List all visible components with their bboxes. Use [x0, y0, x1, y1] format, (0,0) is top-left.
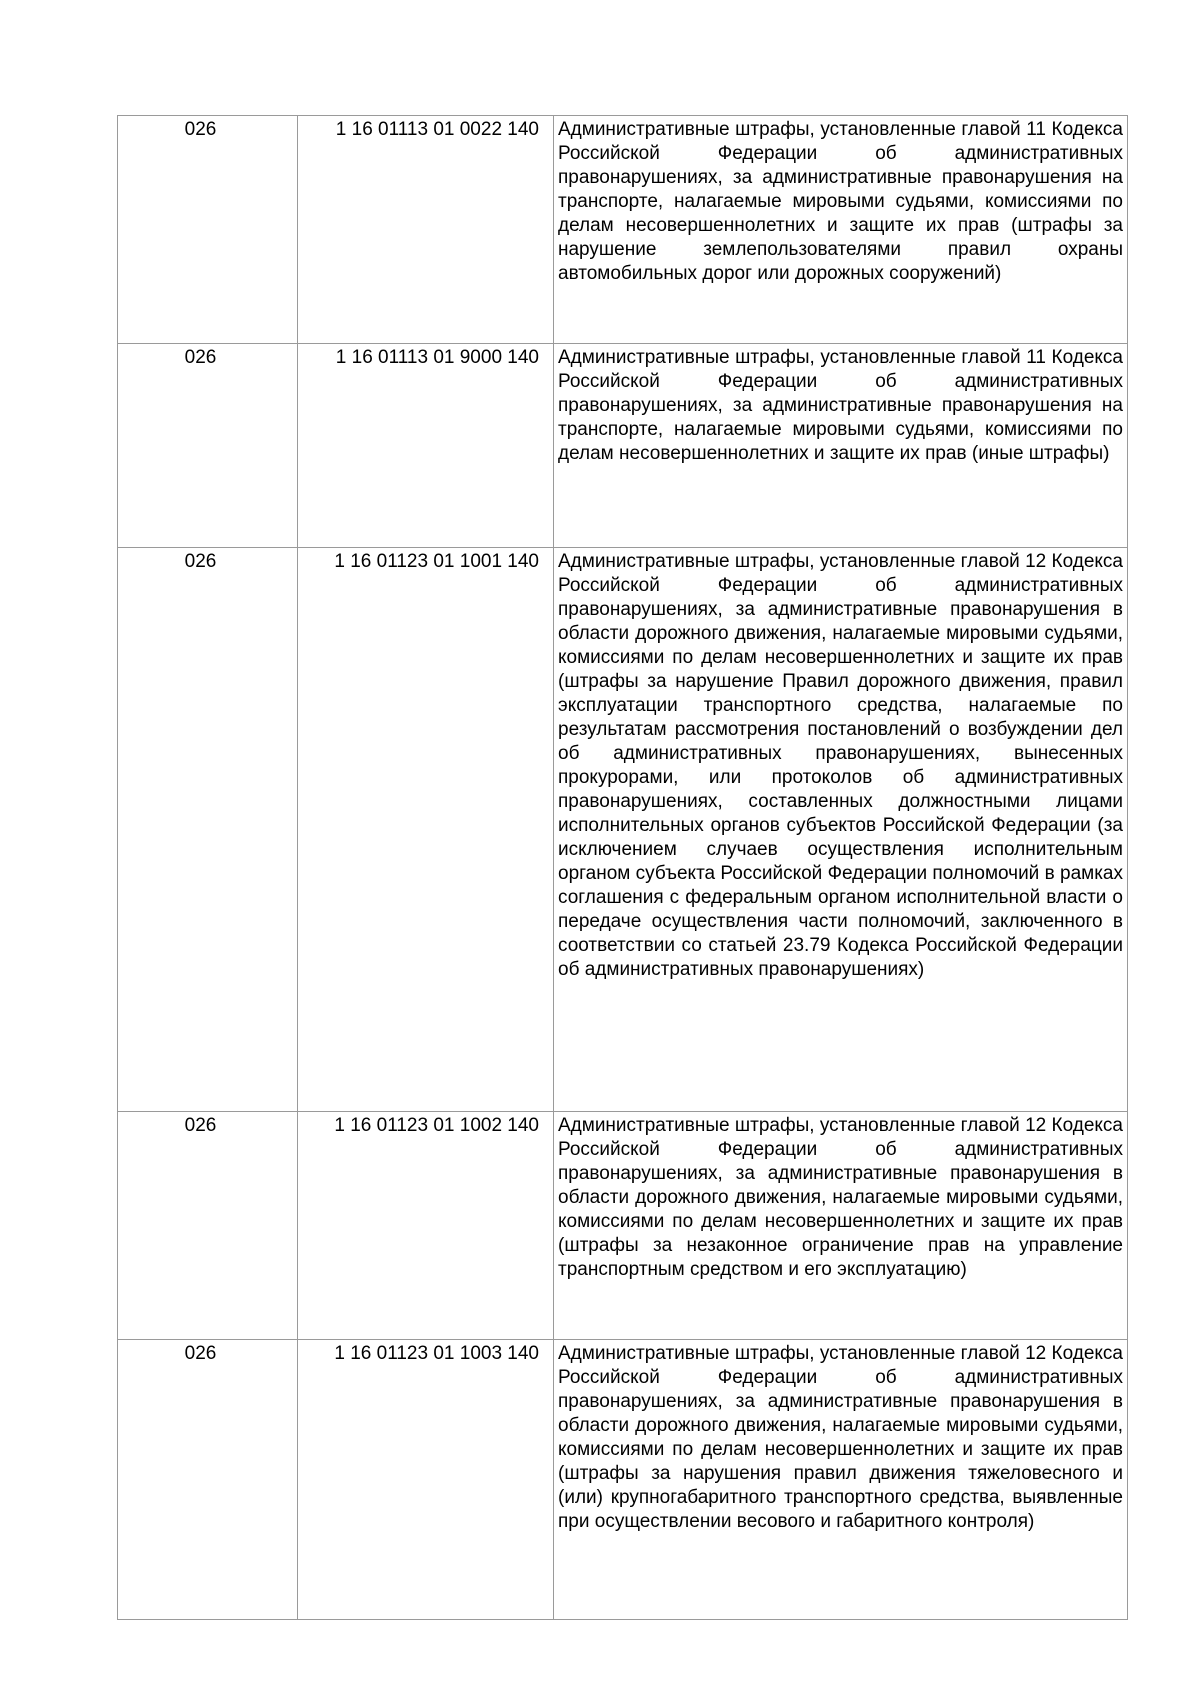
admin-code-cell: 026: [118, 116, 298, 344]
table-row: [118, 344, 1128, 548]
description-cell: Административные штрафы, установленные главой 12 Кодекса Российской Федерации об административных правонарушениях, за административные правонарушения в области дорожного движения, налагаемые мировыми судьями, комиссиями по делам несовершеннолетних и защите их прав (штрафы за нарушения правил движения тяжеловесного и (или) крупногабаритного транспортного средства, выявленные при осуществлении весового и габаритного контроля): [554, 1340, 1128, 1620]
description-cell: Административные штрафы, установленные главой 12 Кодекса Российской Федерации об административных правонарушениях, за административные правонарушения в области дорожного движения, налагаемые мировыми судьями, комиссиями по делам несовершеннолетних и защите их прав (штрафы за незаконное ограничение прав на управление транспортным средством и его эксплуатацию): [554, 1112, 1128, 1340]
budget-code-cell: 1 16 01123 01 1003 140: [298, 1340, 554, 1620]
admin-code-cell: 026: [118, 1340, 298, 1620]
budget-code-cell: 1 16 01123 01 1002 140: [298, 1112, 554, 1340]
admin-code-cell: 026: [118, 548, 298, 1112]
budget-code-cell: 1 16 01123 01 1001 140: [298, 548, 554, 1112]
description-cell: Административные штрафы, установленные главой 11 Кодекса Российской Федерации об административных правонарушениях, за административные правонарушения на транспорте, налагаемые мировыми судьями, комиссиями по делам несовершеннолетних и защите их прав (штрафы за нарушение землепользователями правил охраны автомобильных дорог или дорожных сооружений): [554, 116, 1128, 344]
admin-code-cell: 026: [118, 1112, 298, 1340]
table-row: [118, 1112, 1128, 1340]
table-row: [118, 116, 1128, 344]
description-cell: Административные штрафы, установленные главой 11 Кодекса Российской Федерации об административных правонарушениях, за административные правонарушения на транспорте, налагаемые мировыми судьями, комиссиями по делам несовершеннолетних и защите их прав (иные штрафы): [554, 344, 1128, 548]
revenue-codes-table: [117, 115, 1128, 1620]
budget-code-cell: 1 16 01113 01 0022 140: [298, 116, 554, 344]
admin-code-cell: 026: [118, 344, 298, 548]
description-cell: Административные штрафы, установленные главой 12 Кодекса Российской Федерации об административных правонарушениях, за административные правонарушения в области дорожного движения, налагаемые мировыми судьями, комиссиями по делам несовершеннолетних и защите их прав (штрафы за нарушение Правил дорожного движения, правил эксплуатации транспортного средства, налагаемые по результатам рассмотрения постановлений о возбуждении дел об административных правонарушениях, вынесенных прокурорами, или протоколов об административных правонарушениях, составленных должностными лицами исполнительных органов субъектов Российской Федерации (за исключением случаев осуществления исполнительным органом субъекта Российской Федерации полномочий в рамках соглашения с федеральным органом исполнительной власти о передаче осуществления части полномочий, заключенного в соответствии со статьей 23.79 Кодекса Российской Федерации об административных правонарушениях): [554, 548, 1128, 1112]
table-row: [118, 1340, 1128, 1620]
budget-code-cell: 1 16 01113 01 9000 140: [298, 344, 554, 548]
table-row: [118, 548, 1128, 1112]
